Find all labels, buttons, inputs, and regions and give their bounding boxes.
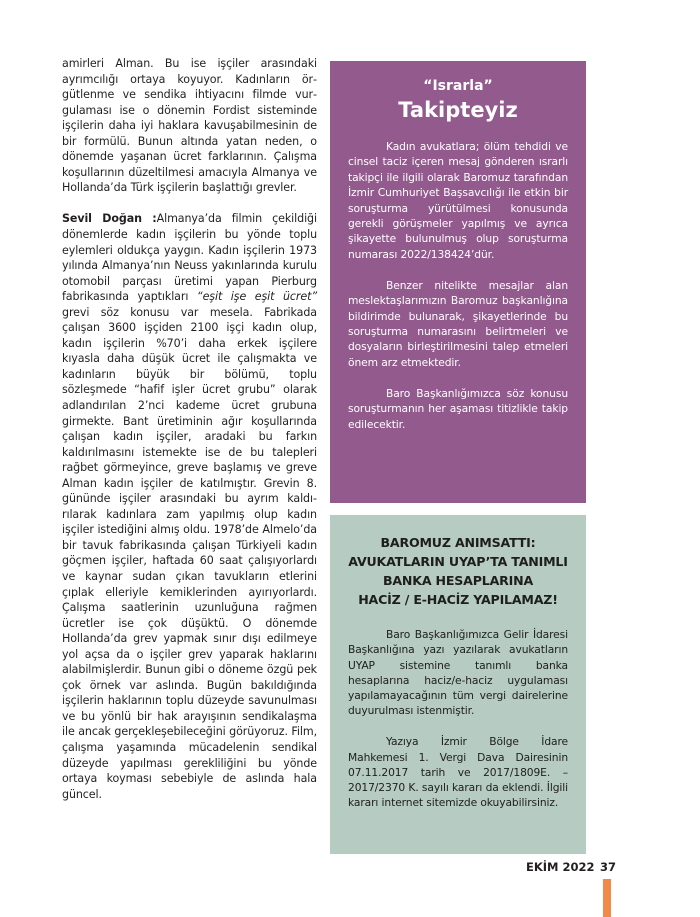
page-number: 37 [600,860,617,874]
box-paragraph: Baro Başkanlığımızca söz konusu soruşturmanın her aşaması titizlikle takip edilecektir. [348,386,568,431]
issue-date: EKİM 2022 [526,860,595,874]
article-column [62,56,317,818]
box-paragraph: Baro Başkanlığımızca Gelir İdaresi Başkanlığına yazı yazılarak avukatların UYAP sistemine tanımlı banka hesaplarına haciz/e-haciz uygulaması yapılamayacağının tüm vergi dairelerine duyurulması istenmiştir. [348,628,568,718]
page-accent-bar [603,879,611,917]
interview-answer: Sevil Doğan :Almanya’da filmin çekildiği dönemlerde kadın işçilerin bu yönde toplu eylemleri oldukça yaygın. Kadın işçilerin 1973 yılında Almanya’nın Neuss yakınlarında kurulu otomobil parçası üretimi yapan Pierburg fabrikasında yaptıkları “eşit işe eşit ücret” grevi söz konusu var mesela. Fabrikada çalışan 3600 işçiden 2100 işçi kadın olup, kadın işçilerin %70’i daha erkek işçilere kıyasla daha düşük ücret ile çalışmakta ve kadınların büyük bir bölümü, toplu sözleşmede “hafif işler ücret grubu” olarak adlandırılan 2’nci kademe ücret grubuna girmekte. Bant üretiminin ağır koşullarında çalışan kadın işçiler, aradaki bu farkın kaldırılmasını istemekte ise de bu talepleri rağbet görmeyince, greve başlamış ve greve Alman kadın işçiler de katılmıştır. Grevin 8. gününde işçiler arasındaki bu ayrım kaldırılarak kadınlara zam yapılmış olup kadın işçiler istediğini almış oldu. 1978’de Almelo’da bir tavuk fabrikasında çalışan Türkiyeli kadın göçmen işçiler, haftada 60 saat çalışıyorlardı ve kaynar sudan çıkan tavukların etlerini çıplak elleriyle kemiklerinden ayırıyorlardı. Çalışma saatlerinin uzunluğuna rağmen ücretler ise çok düşüktü. O dönemde Hollanda’da grev yapmak sınır dışı edilmeye yol açsa da o işçiler grev yaparak haklarını alabilmişlerdir. Bunun gibi o döneme özgü pek çok örnek var aslında. Bugün bakıldığında işçilerin haklarının toplu düzeyde savunulması ve bu yönlü bir hak arayışının sendikalaşma ile ancak gerçekleşebileceğini görüyoruz. Film, çalışma yaşamında mücadelenin sendikal düzeyde yapılması gerekliliğini bu yönde ortaya koyması sebebiyle de aslında hala güncel. [62,212,318,801]
box-paragraph: Benzer nitelikte mesajlar alan meslektaşlarımızın Baromuz başkanlığına bildirimde bulunarak, şikayetlerinde bu soruşturma numarasını belirtmeleri ve dosyaların birleştirilmesini talep etmeleri önem arz etmektedir. [348,278,568,369]
speaker-name: Sevil Doğan : [62,212,157,226]
strike-slogan: “eşit işe eşit ücret” [196,290,318,304]
box-title: Takipteyiz [398,98,518,122]
article-paragraph: amirleri Alman. Bu ise işçiler arasındaki ayrımcılığı ortaya koyuyor. Kadınların örgütlenme ve sendika ihtiyacını filmde vurgulaması ise o dönemin Fordist sisteminde işçilerin daha iyi haklara kavuşabilmesinin de bir formülü. Bunun altında yatan neden, o dönemde yaşanan ücret farklarının. Çalışma koşullarının düzeltilmesi amacıyla Almanya ve Hollanda’da Türk işçilerin başlattığı grevler. [62,57,317,195]
box-paragraph: Kadın avukatlara; ölüm tehdidi ve cinsel taciz içeren mesaj gönderen ısrarlı takipçi ile ilgili olarak Baromuz tarafından İzmir Cumhuriyet Başsavcılığı ile etkin bir soruşturma yürütülmesi konusunda gerekli görüşmeler yapılmış ve ayrıca şikayette bulunulmuş olup soruşturma numarası 2022/138424’dür. [348,140,568,261]
box-paragraph: Yazıya İzmir Bölge İdare Mahkemesi 1. Vergi Dava Dairesinin 07.11.2017 tarih ve 2017/1809E. –2017/2370 K. sayılı kararı da eklendi. İlgili kararı internet sitemizde okuyabilirsiniz. [348,735,568,810]
stalker-notice-box [330,61,586,503]
box-headline: BAROMUZ ANIMSATTI: AVUKATLARIN UYAP’TA TANIMLI BANKA HESAPLARINA HACİZ / E-HACİZ YAPILAMAZ! [348,535,568,607]
box-kicker: “Israrla” [423,78,493,94]
bank-seizure-notice-box [330,515,586,854]
